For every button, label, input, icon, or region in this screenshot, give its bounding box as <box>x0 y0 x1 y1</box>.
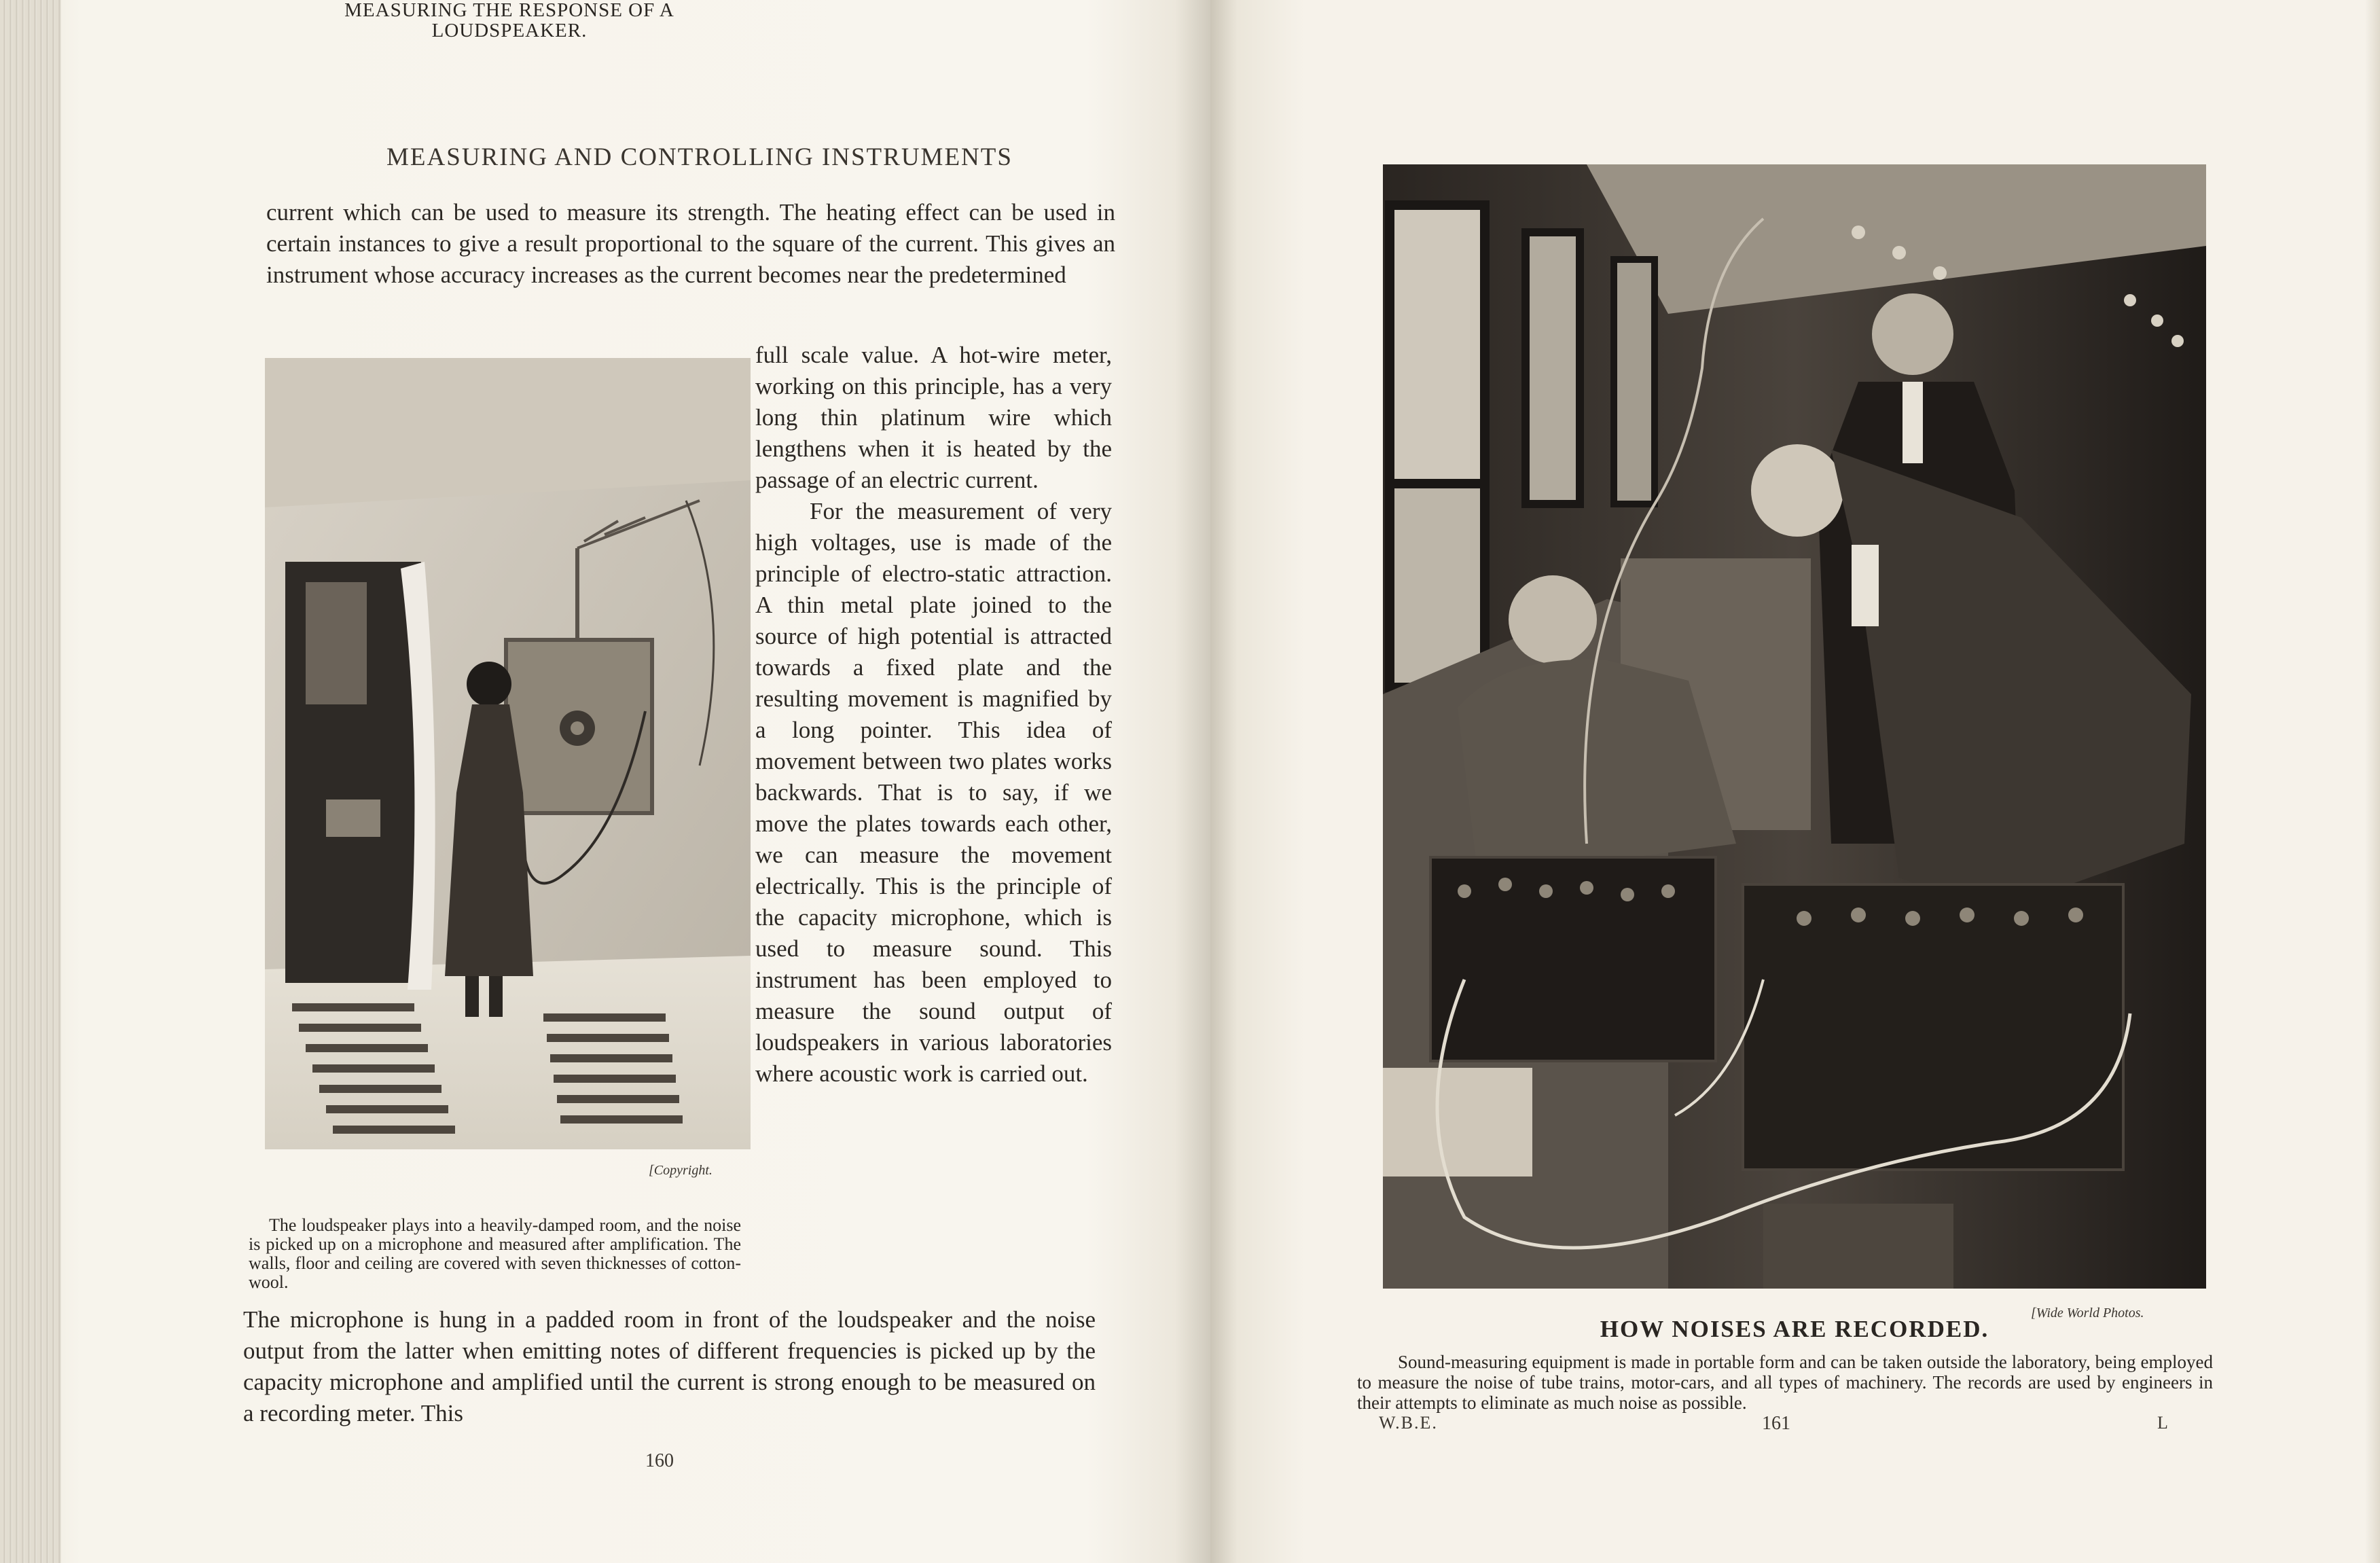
page-number: 160 <box>645 1450 674 1471</box>
paragraph: current which can be used to measure its strength. The heating effect can be used in certain instances to give a result proportional to the square of the current. This gives an instrument whose accuracy increases as the current becomes near the predetermined <box>266 199 1115 288</box>
paragraph: full scale value. A hot-wire meter, working on this principle, has a very long thin platinum wire which lengthens when it is heated by the passage of an electric current. <box>755 342 1112 493</box>
paragraph: For the measurement of very high voltages, use is made of the principle of electro-static attraction. A thin metal plate joined to the source of high potential is attracted towards a fixed plate and the resulting movement is magnified by a long pointer. This idea of movement between two plates works backwards. That is to say, if we move the plates towards each other, we can measure the movement electrically. This is the principle of the capacity microphone, which is used to measure sound. This instrument has been employed to measure the sound output of loudspeakers in various laboratories where acoustic work is carried out. <box>755 498 1112 1087</box>
running-head: MEASURING AND CONTROLLING INSTRUMENTS <box>386 143 1013 171</box>
page-edges <box>0 0 61 1563</box>
paragraph: The microphone is hung in a padded room in front of the loudspeaker and the noise output from the latter when emitting notes of different frequencies is picked up by the capacity microphone and amplified until the current is strong enough to be measured on a recording meter. This <box>243 1306 1096 1426</box>
figure-title: MEASURING THE RESPONSE OF A LOUDSPEAKER. <box>344 0 674 41</box>
figure-caption: The loudspeaker plays into a heavily-damped room, and the noise is picked up on a microphone and measured after amplification. The walls, floor and ceiling are covered with seven thicknesses of cotton-wool. <box>249 1215 741 1292</box>
loudspeaker-photo <box>265 358 751 1149</box>
figure-title: HOW NOISES ARE RECORDED. <box>1600 1316 1989 1342</box>
noise-recording-photo <box>1383 164 2206 1289</box>
photo-credit: [Wide World Photos. <box>2031 1306 2144 1321</box>
body-text-column <box>755 340 1112 1090</box>
page-number: 161 <box>1762 1413 1790 1434</box>
right-page <box>1210 0 2380 1563</box>
printer-signature: W.B.E. <box>1379 1413 1438 1433</box>
gathering-letter: L <box>2157 1413 2168 1433</box>
photo-credit: [Copyright. <box>649 1163 713 1178</box>
body-text-intro <box>266 197 1115 291</box>
body-text-bottom <box>243 1304 1096 1429</box>
figure-caption: Sound-measuring equipment is made in portable form and can be taken outside the laboratory, being employed to measure the noise of tube trains, motor-cars, and all types of machinery. The records are used by engineers in their attempts to eliminate as much noise as possible. <box>1357 1352 2213 1413</box>
